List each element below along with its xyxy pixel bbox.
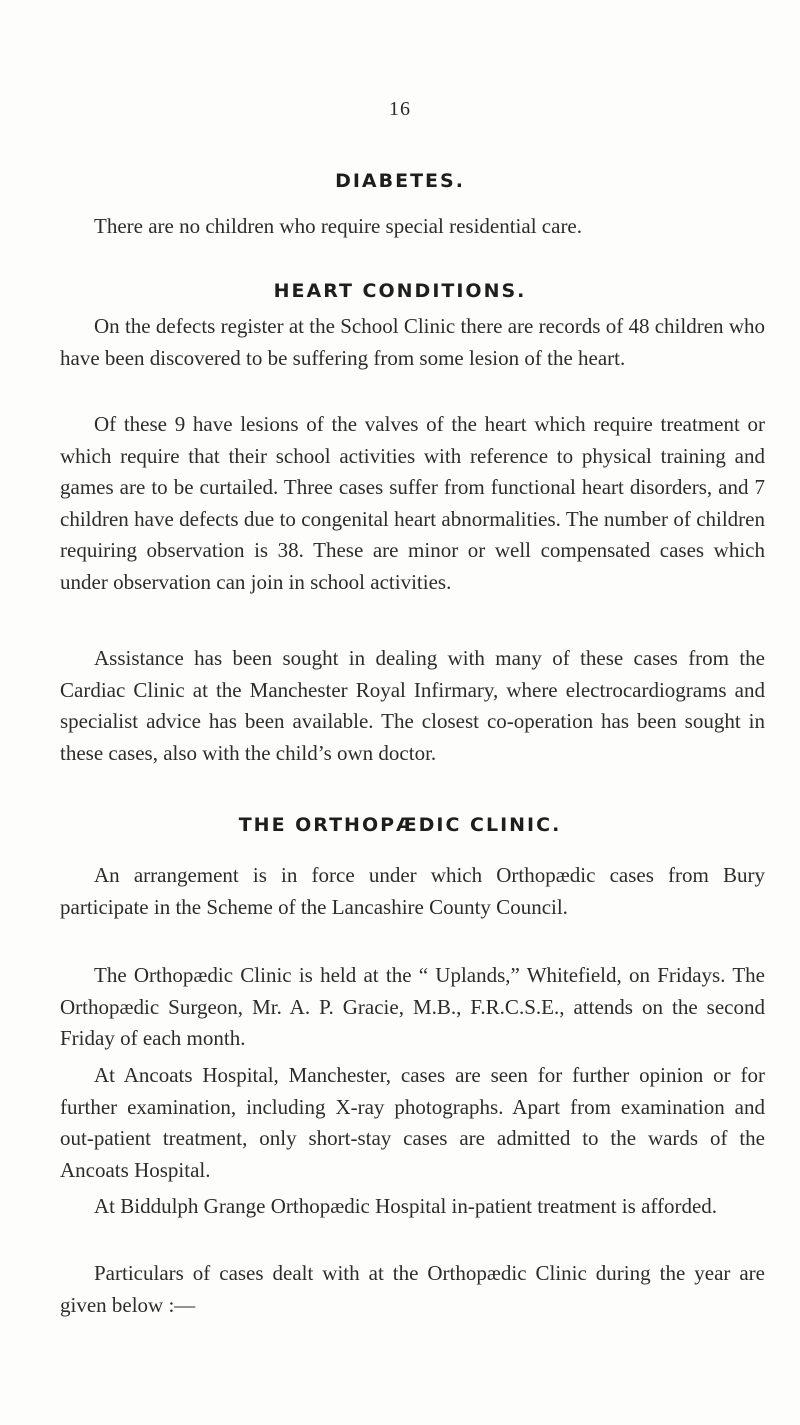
paragraph-heart-3: Assistance has been sought in dealing with many of these cases from the Cardiac Clinic at the Manchester Royal Infirmary, where electrocardiograms and specialist advice has been available. The closest co-operation has been sought in these cases, also with the child’s own doctor. — [60, 646, 765, 765]
paragraph-orthopaedic-5: Particulars of cases dealt with at the Orthopædic Clinic during the year are given below :— — [60, 1261, 765, 1317]
paragraph-heart-2: Of these 9 have lesions of the valves of the heart which require treatment or which require that their school activities with reference to physical training and games are to be curtailed. Three cases suffer from functional heart disorders, and 7 children have defects due to congenital heart abnormalities. The number of children requiring observation is 38. These are minor or well compensated cases which under observation can join in school activities. — [60, 412, 765, 594]
paragraph-heart-1: On the defects register at the School Clinic there are records of 48 children who have been discovered to be suffering from some lesion of the heart. — [60, 314, 765, 370]
paragraph-orthopaedic-1: An arrangement is in force under which Orthopædic cases from Bury participate in the Scheme of the Lancashire County Council. — [60, 863, 765, 919]
paragraph-orthopaedic-4: At Biddulph Grange Orthopædic Hospital in-patient treatment is afforded. — [94, 1194, 718, 1218]
paragraph-orthopaedic-3: At Ancoats Hospital, Manchester, cases are seen for further opinion or for further examination, including X-ray photographs. Apart from examination and out-patient treatment, only short-stay cases are admitted to the wards of the Ancoats Hospital. — [60, 1063, 765, 1182]
page-number: 16 — [389, 98, 411, 120]
heading-heart-conditions: HEART CONDITIONS. — [273, 280, 527, 302]
paragraph-diabetes-1: There are no children who require special residential care. — [94, 214, 583, 238]
paragraph-orthopaedic-2: The Orthopædic Clinic is held at the “ Uplands,” Whitefield, on Fridays. The Orthopædic Surgeon, Mr. A. P. Gracie, M.B., F.R.C.S.E., attends on the second Friday of each month. — [60, 963, 765, 1050]
heading-diabetes: DIABETES. — [335, 170, 465, 192]
heading-orthopaedic-clinic: THE ORTHOPÆDIC CLINIC. — [238, 814, 562, 836]
